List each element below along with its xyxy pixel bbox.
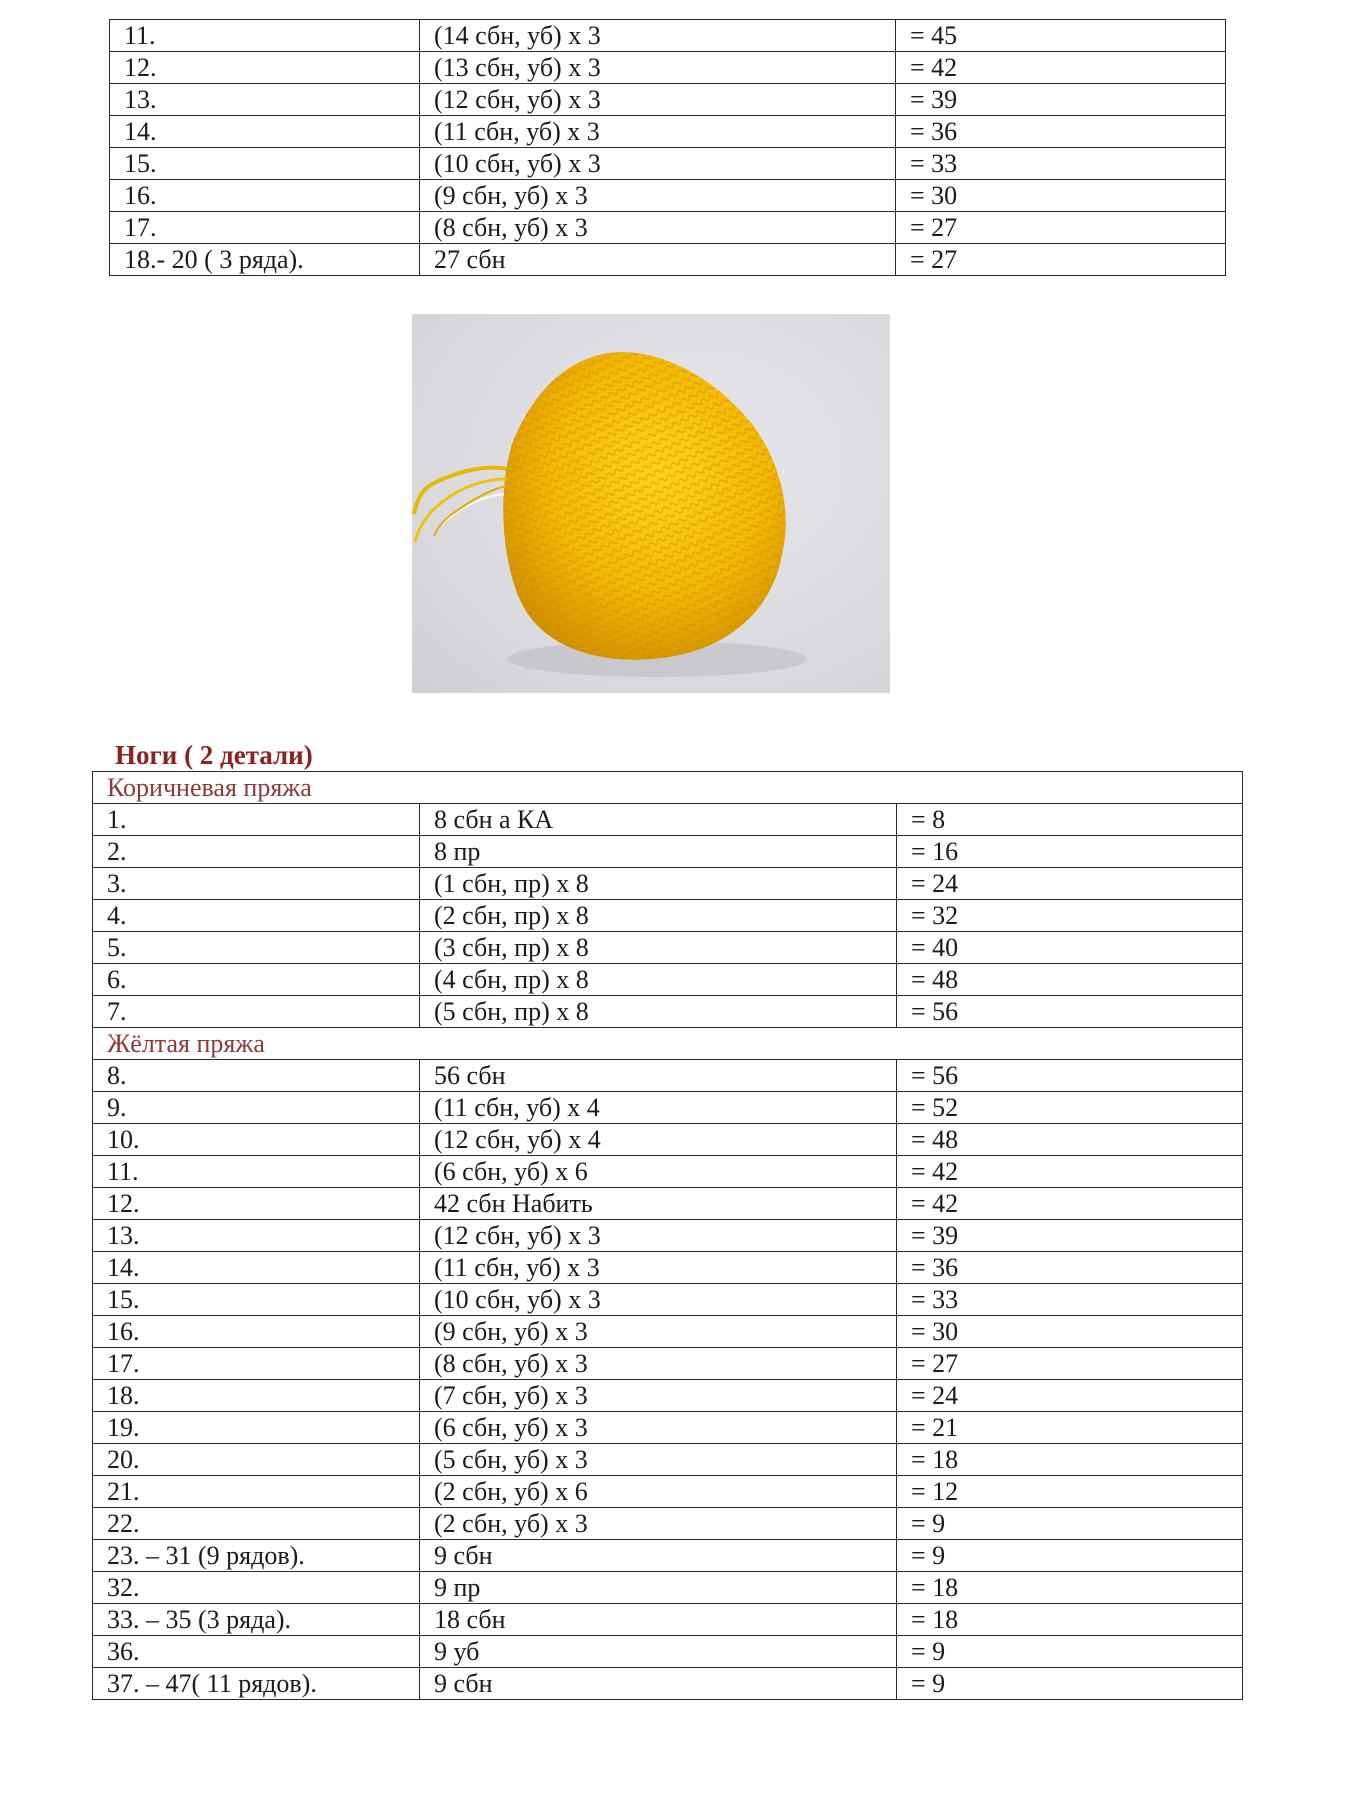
stitch-total-cell: = 42 (897, 1156, 1243, 1188)
instruction-cell: 8 пр (420, 836, 897, 868)
table-row (110, 84, 1226, 116)
instruction-cell: 56 сбн (420, 1060, 897, 1092)
table-row (110, 244, 1226, 276)
crochet-piece-photo (412, 314, 890, 693)
row-number-cell: 8. (93, 1060, 420, 1092)
stitch-total-cell: = 48 (897, 1124, 1243, 1156)
table-row (93, 932, 1243, 964)
table-row (93, 1124, 1243, 1156)
row-number-cell: 15. (110, 148, 420, 180)
instruction-cell: (8 сбн, уб) х 3 (420, 212, 896, 244)
stitch-total-cell: = 36 (897, 1252, 1243, 1284)
table-row (93, 996, 1243, 1028)
table-row (110, 180, 1226, 212)
table-row (110, 148, 1226, 180)
brown-yarn-label: Коричневая пряжа (93, 772, 1243, 804)
instruction-cell: (4 сбн, пр) х 8 (420, 964, 897, 996)
instruction-cell: 9 пр (420, 1572, 897, 1604)
instruction-cell: (12 сбн, уб) х 3 (420, 1220, 897, 1252)
row-number-cell: 11. (110, 20, 420, 52)
stitch-total-cell: = 52 (897, 1092, 1243, 1124)
instruction-cell: (2 сбн, пр) х 8 (420, 900, 897, 932)
stitch-total-cell: = 42 (896, 52, 1226, 84)
row-number-cell: 2. (93, 836, 420, 868)
instruction-cell: (5 сбн, пр) х 8 (420, 996, 897, 1028)
table-row (93, 1252, 1243, 1284)
table-row (110, 20, 1226, 52)
instruction-cell: (2 сбн, уб) х 6 (420, 1476, 897, 1508)
stitch-total-cell: = 9 (897, 1636, 1243, 1668)
instruction-cell: (12 сбн, уб) х 4 (420, 1124, 897, 1156)
row-number-cell: 20. (93, 1444, 420, 1476)
instruction-cell: (11 сбн, уб) х 3 (420, 116, 896, 148)
table-row (93, 1604, 1243, 1636)
table-row (93, 1572, 1243, 1604)
row-number-cell: 4. (93, 900, 420, 932)
legs-section-title: Ноги ( 2 детали) (115, 740, 313, 770)
row-number-cell: 36. (93, 1636, 420, 1668)
row-number-cell: 7. (93, 996, 420, 1028)
row-number-cell: 15. (93, 1284, 420, 1316)
table-row (93, 1188, 1243, 1220)
row-number-cell: 16. (110, 180, 420, 212)
row-number-cell: 13. (93, 1220, 420, 1252)
row-number-cell: 23. – 31 (9 рядов). (93, 1540, 420, 1572)
row-number-cell: 3. (93, 868, 420, 900)
stitch-total-cell: = 56 (897, 1060, 1243, 1092)
instruction-cell: 42 сбн Набить (420, 1188, 897, 1220)
instruction-cell: (3 сбн, пр) х 8 (420, 932, 897, 964)
table-row (93, 1156, 1243, 1188)
stitch-total-cell: = 30 (896, 180, 1226, 212)
legs-pattern-table (92, 771, 1243, 1700)
instruction-cell: (1 сбн, пр) х 8 (420, 868, 897, 900)
table-row (93, 1348, 1243, 1380)
row-number-cell: 22. (93, 1508, 420, 1540)
row-number-cell: 32. (93, 1572, 420, 1604)
instruction-cell: 9 сбн (420, 1540, 897, 1572)
row-number-cell: 12. (93, 1188, 420, 1220)
yellow-yarn-label: Жёлтая пряжа (93, 1028, 1243, 1060)
table-row (93, 1508, 1243, 1540)
row-number-cell: 6. (93, 964, 420, 996)
instruction-cell: (7 сбн, уб) х 3 (420, 1380, 897, 1412)
row-number-cell: 18.- 20 ( 3 ряда). (110, 244, 420, 276)
table-row (93, 1092, 1243, 1124)
row-number-cell: 14. (110, 116, 420, 148)
stitch-total-cell: = 39 (896, 84, 1226, 116)
row-number-cell: 37. – 47( 11 рядов). (93, 1668, 420, 1700)
table-row (93, 804, 1243, 836)
instruction-cell: 27 сбн (420, 244, 896, 276)
instruction-cell: (12 сбн, уб) х 3 (420, 84, 896, 116)
table-row (93, 964, 1243, 996)
stitch-total-cell: = 12 (897, 1476, 1243, 1508)
instruction-cell: (6 сбн, уб) х 6 (420, 1156, 897, 1188)
instruction-cell: (11 сбн, уб) х 3 (420, 1252, 897, 1284)
legs-table-body (93, 772, 1243, 1700)
instruction-cell: (8 сбн, уб) х 3 (420, 1348, 897, 1380)
stitch-total-cell: = 24 (897, 1380, 1243, 1412)
stitch-total-cell: = 18 (897, 1604, 1243, 1636)
row-number-cell: 17. (110, 212, 420, 244)
table-row (110, 212, 1226, 244)
stitch-total-cell: = 56 (897, 996, 1243, 1028)
stitch-total-cell: = 42 (897, 1188, 1243, 1220)
table-row (93, 1668, 1243, 1700)
instruction-cell: (9 сбн, уб) х 3 (420, 1316, 897, 1348)
row-number-cell: 12. (110, 52, 420, 84)
stitch-total-cell: = 27 (896, 244, 1226, 276)
stitch-total-cell: = 21 (897, 1412, 1243, 1444)
instruction-cell: 8 сбн а КА (420, 804, 897, 836)
stitch-total-cell: = 27 (896, 212, 1226, 244)
instruction-cell: (9 сбн, уб) х 3 (420, 180, 896, 212)
row-number-cell: 21. (93, 1476, 420, 1508)
stitch-total-cell: = 16 (897, 836, 1243, 868)
instruction-cell: (10 сбн, уб) х 3 (420, 1284, 897, 1316)
row-number-cell: 11. (93, 1156, 420, 1188)
stitch-total-cell: = 8 (897, 804, 1243, 836)
stitch-total-cell: = 40 (897, 932, 1243, 964)
stitch-total-cell: = 45 (896, 20, 1226, 52)
top-pattern-table (109, 19, 1226, 276)
instruction-cell: (5 сбн, уб) х 3 (420, 1444, 897, 1476)
table-row (110, 116, 1226, 148)
instruction-cell: 9 уб (420, 1636, 897, 1668)
row-number-cell: 1. (93, 804, 420, 836)
row-number-cell: 17. (93, 1348, 420, 1380)
row-number-cell: 10. (93, 1124, 420, 1156)
top-table-body (110, 20, 1226, 276)
table-row (93, 1284, 1243, 1316)
row-number-cell: 14. (93, 1252, 420, 1284)
stitch-total-cell: = 48 (897, 964, 1243, 996)
stitch-total-cell: = 27 (897, 1348, 1243, 1380)
yellow-yarn-label-row (93, 1028, 1243, 1060)
row-number-cell: 9. (93, 1092, 420, 1124)
stitch-total-cell: = 18 (897, 1572, 1243, 1604)
table-row (93, 900, 1243, 932)
table-row (93, 1316, 1243, 1348)
table-row (93, 868, 1243, 900)
stitch-total-cell: = 33 (896, 148, 1226, 180)
instruction-cell: (2 сбн, уб) х 3 (420, 1508, 897, 1540)
stitch-total-cell: = 18 (897, 1444, 1243, 1476)
brown-yarn-label-row (93, 772, 1243, 804)
instruction-cell: (11 сбн, уб) х 4 (420, 1092, 897, 1124)
instruction-cell: 9 сбн (420, 1668, 897, 1700)
yellow-crochet-cone-image (412, 314, 890, 693)
instruction-cell: (14 сбн, уб) х 3 (420, 20, 896, 52)
stitch-total-cell: = 9 (897, 1540, 1243, 1572)
table-row (93, 1540, 1243, 1572)
row-number-cell: 16. (93, 1316, 420, 1348)
table-row (110, 52, 1226, 84)
table-row (93, 1220, 1243, 1252)
table-row (93, 1412, 1243, 1444)
row-number-cell: 13. (110, 84, 420, 116)
table-row (93, 836, 1243, 868)
stitch-total-cell: = 32 (897, 900, 1243, 932)
table-row (93, 1636, 1243, 1668)
stitch-total-cell: = 36 (896, 116, 1226, 148)
instruction-cell: (10 сбн, уб) х 3 (420, 148, 896, 180)
table-row (93, 1380, 1243, 1412)
row-number-cell: 18. (93, 1380, 420, 1412)
table-row (93, 1444, 1243, 1476)
instruction-cell: 18 сбн (420, 1604, 897, 1636)
stitch-total-cell: = 9 (897, 1668, 1243, 1700)
row-number-cell: 33. – 35 (3 ряда). (93, 1604, 420, 1636)
stitch-total-cell: = 39 (897, 1220, 1243, 1252)
stitch-total-cell: = 9 (897, 1508, 1243, 1540)
row-number-cell: 19. (93, 1412, 420, 1444)
instruction-cell: (6 сбн, уб) х 3 (420, 1412, 897, 1444)
table-row (93, 1476, 1243, 1508)
stitch-total-cell: = 24 (897, 868, 1243, 900)
stitch-total-cell: = 30 (897, 1316, 1243, 1348)
table-row (93, 1060, 1243, 1092)
instruction-cell: (13 сбн, уб) х 3 (420, 52, 896, 84)
row-number-cell: 5. (93, 932, 420, 964)
stitch-total-cell: = 33 (897, 1284, 1243, 1316)
